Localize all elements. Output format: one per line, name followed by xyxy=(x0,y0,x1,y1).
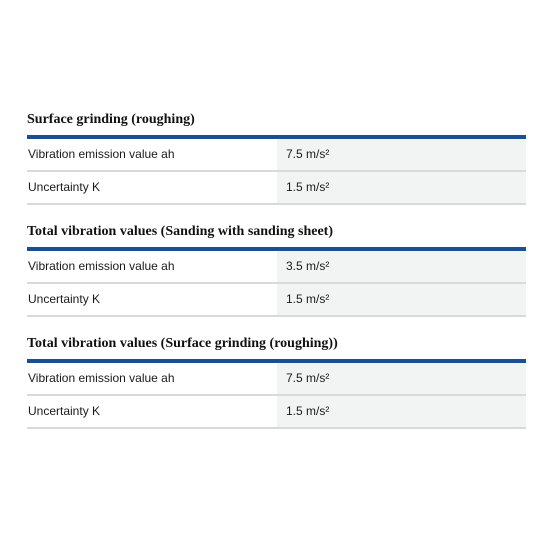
section-title: Total vibration values (Sanding with sanding sheet) xyxy=(27,224,333,239)
row-label: Uncertainty K xyxy=(27,396,277,427)
row-label: Uncertainty K xyxy=(27,172,277,203)
section-spacer xyxy=(27,317,526,335)
row-label: Vibration emission value ah xyxy=(27,251,277,282)
row-value: 1.5 m/s² xyxy=(277,172,526,203)
table-row xyxy=(27,284,526,317)
row-value: 3.5 m/s² xyxy=(277,251,526,282)
spec-table xyxy=(27,135,526,205)
spec-section-sanding-sheet xyxy=(27,223,526,317)
row-value: 7.5 m/s² xyxy=(277,363,526,394)
spec-section-surface-grinding xyxy=(27,111,526,205)
spec-content xyxy=(27,111,526,429)
section-title: Surface grinding (roughing) xyxy=(27,112,195,127)
row-label: Vibration emission value ah xyxy=(27,139,277,170)
row-value: 1.5 m/s² xyxy=(277,284,526,315)
section-spacer xyxy=(27,205,526,223)
spec-table xyxy=(27,247,526,317)
section-title: Total vibration values (Surface grinding (roughing)) xyxy=(27,336,338,351)
row-label: Vibration emission value ah xyxy=(27,363,277,394)
table-row xyxy=(27,363,526,396)
table-row xyxy=(27,139,526,172)
table-row xyxy=(27,251,526,284)
spec-section-total-surface-grinding xyxy=(27,335,526,429)
row-value: 7.5 m/s² xyxy=(277,139,526,170)
table-row xyxy=(27,396,526,429)
spec-table xyxy=(27,359,526,429)
table-row xyxy=(27,172,526,205)
row-label: Uncertainty K xyxy=(27,284,277,315)
row-value: 1.5 m/s² xyxy=(277,396,526,427)
